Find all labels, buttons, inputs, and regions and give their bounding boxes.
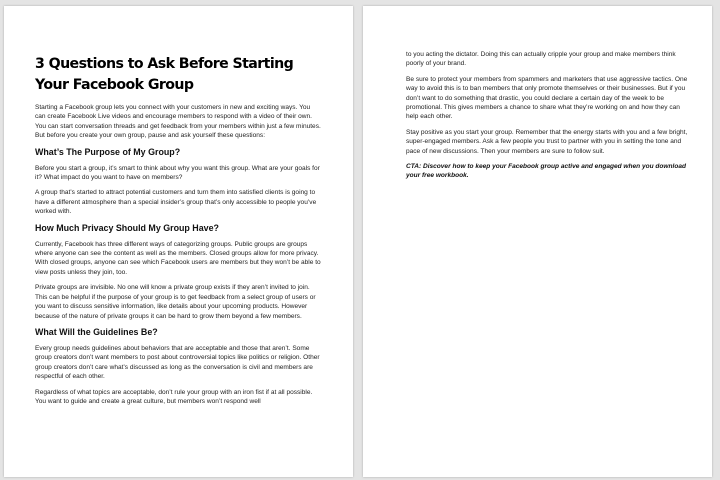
intro-paragraph: Starting a Facebook group lets you connect with your customers in new and exciting ways. You can create Facebook Live videos and encourage members to respond with a video of their own. You can start conversation threads and get feedback from your members within just a few minutes. But before you create your own group, pause and ask yourself these questions: [35,104,321,140]
paragraph: Be sure to protect your members from spammers and marketers that use aggressive tactics. One way to avoid this is to ban members that only promote themselves or their businesses. But if you don’t want to do something that drastic, you could declare a certain day of the week to be promotional. This gives members a chance to share what they’re working on and how they can help each other. [406,75,688,121]
paragraph: to you acting the dictator. Doing this can actually cripple your group and make members think poorly of your brand. [406,51,676,68]
document-page-1 [4,6,353,477]
document-title: 3 Questions to Ask Before Starting Your Facebook Group [35,55,294,93]
paragraph: A group that’s started to attract potential customers and turn them into satisfied clients is going to have a different atmosphere than a special insider’s group that’s only accessible to people you’ve worked with. [35,189,317,216]
paragraph: Every group needs guidelines about behaviors that are acceptable and those that aren’t. Some group creators don’t want members to post about controversial topics like politics or religion. Other group creators don’t care what’s discussed as long as the conversation is civil and members are respectful of each other. [35,344,320,381]
section-heading-privacy: How Much Privacy Should My Group Have? [35,222,219,233]
page-2-content [406,50,693,187]
paragraph: Regardless of what topics are acceptable, don’t rule your group with an iron fist if at all possible. You want to guide and create a great culture, but members won’t respond well [35,388,313,405]
paragraph: Currently, Facebook has three different ways of categorizing groups. Public groups are groups where anyone can see the content as well as the members. Closed groups allow for more privacy. With closed groups, anyone can see which Facebook users are members but they won’t be able to view posts unless they join, too. [35,240,321,276]
paragraph: Private groups are invisible. No one will know a private group exists if they aren’t invited to join. This can be helpful if the purpose of your group is to get feedback from a select group of users or you want to discuss sensitive information, like details about your upcoming products. However because of the nature of private groups it can be hard to grow them beyond a few members. [35,284,316,320]
paragraph: Before you start a group, it’s smart to think about why you want this group. What are your goals for it? What impact do you want to have on members? [35,164,320,182]
cta-paragraph: CTA: Discover how to keep your Facebook group active and engaged when you download your free workbook. [406,163,686,180]
paragraph: Stay positive as you start your group. Remember that the energy starts with you and a few bright, super-engaged members. Ask a few people you trust to partner with you in setting the tone and pace of new discussions. Then your members are sure to follow suit. [406,128,688,155]
section-heading-purpose: What’s The Purpose of My Group? [35,146,181,157]
section-heading-guidelines: What Will the Guidelines Be? [35,326,158,337]
document-page-2 [363,6,712,477]
page-1-content [35,53,322,412]
